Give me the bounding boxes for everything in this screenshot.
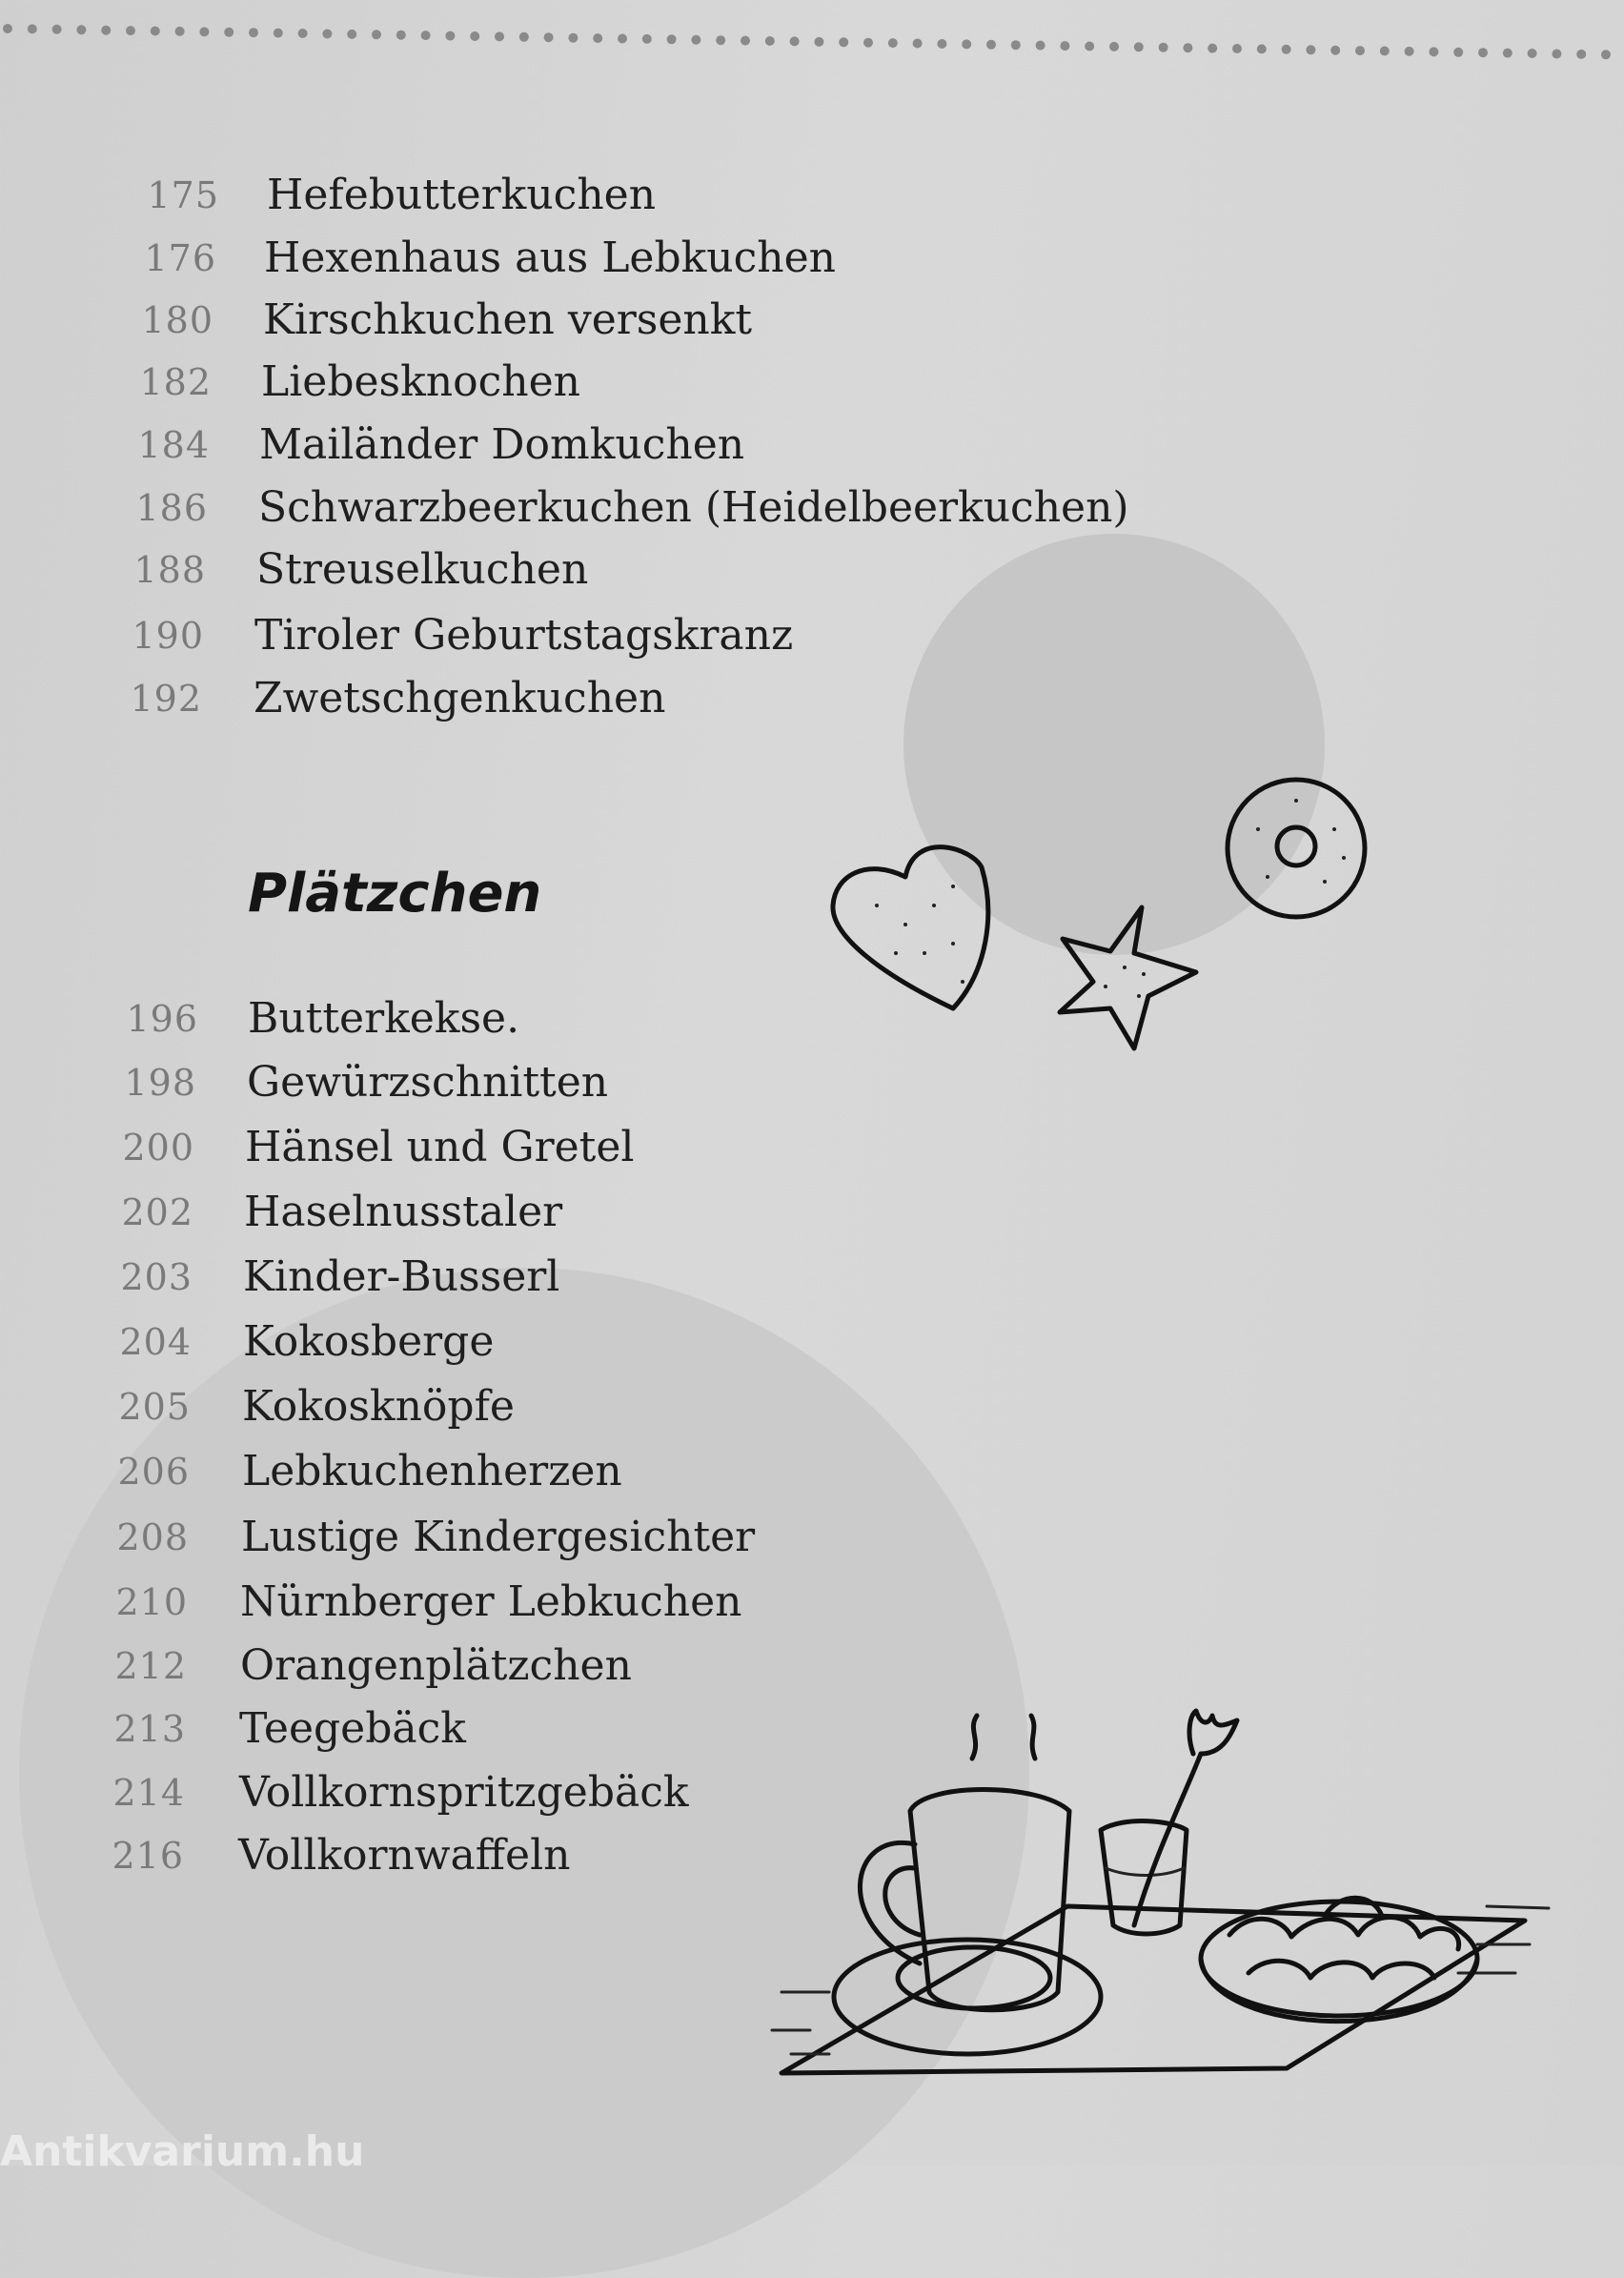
dotted-border — [0, 19, 1624, 67]
border-dot — [249, 28, 258, 37]
page-number: 203 — [120, 1256, 193, 1298]
border-dot — [962, 39, 971, 49]
page-number: 204 — [119, 1321, 192, 1363]
page-number: 212 — [114, 1645, 187, 1687]
tea-set-illustration — [753, 1687, 1563, 2106]
border-dot — [1576, 50, 1586, 59]
recipe-title: Lustige Kindergesichter — [241, 1513, 756, 1561]
border-dot — [888, 38, 898, 48]
page-number: 200 — [122, 1127, 194, 1169]
border-dot — [396, 31, 406, 40]
recipe-title: Vollkornwaffeln — [238, 1831, 571, 1880]
border-dot — [1453, 48, 1463, 57]
border-dot — [1208, 44, 1217, 53]
border-dot — [421, 31, 431, 40]
recipe-title: Kirschkuchen versenkt — [263, 295, 753, 344]
border-dot — [274, 29, 283, 38]
recipe-title: Butterkekse. — [248, 994, 520, 1043]
border-dot — [642, 34, 652, 44]
border-dot — [814, 37, 823, 47]
page-number: 176 — [144, 237, 216, 279]
page-number: 188 — [133, 549, 206, 591]
page-number: 210 — [115, 1581, 188, 1623]
page-number: 175 — [147, 174, 219, 216]
border-dot — [1429, 47, 1438, 56]
recipe-title: Haselnusstaler — [244, 1188, 563, 1236]
page-number: 208 — [116, 1516, 189, 1558]
border-dot — [101, 26, 111, 35]
border-dot — [1109, 42, 1119, 51]
border-dot — [568, 33, 578, 43]
border-dot — [151, 27, 160, 36]
border-dot — [1478, 48, 1488, 57]
page-number: 198 — [124, 1062, 196, 1104]
border-dot — [937, 39, 946, 49]
border-dot — [667, 34, 677, 44]
cookie-illustration — [820, 763, 1391, 1068]
border-dot — [52, 25, 62, 34]
page-number: 206 — [117, 1451, 190, 1493]
border-dot — [1159, 43, 1168, 52]
recipe-title: Hefebutterkuchen — [267, 171, 657, 219]
border-dot — [716, 35, 725, 45]
page-number: 216 — [112, 1835, 184, 1877]
border-dot — [1503, 49, 1512, 58]
border-dot — [1528, 49, 1537, 58]
border-dot — [224, 28, 233, 37]
recipe-title: Orangenplätzchen — [240, 1641, 632, 1690]
border-dot — [519, 32, 529, 42]
recipe-title: Teegebäck — [239, 1704, 466, 1753]
border-dot — [1085, 42, 1094, 51]
border-dot — [986, 40, 996, 50]
recipe-title: Streuselkuchen — [256, 545, 589, 594]
recipe-title: Kinder-Busserl — [243, 1252, 560, 1301]
border-dot — [1552, 50, 1561, 59]
steam-icon — [972, 1716, 1035, 1759]
page-number: 186 — [135, 487, 208, 529]
recipe-title: Hexenhaus aus Lebkuchen — [264, 234, 836, 282]
heart-cookie-icon — [833, 847, 988, 1008]
border-dot — [1183, 43, 1192, 52]
border-dot — [790, 36, 800, 46]
glass-with-flower-icon — [1101, 1711, 1237, 1934]
border-dot — [839, 37, 848, 47]
border-dot — [863, 38, 873, 48]
page-number: 180 — [141, 299, 213, 341]
border-dot — [76, 25, 86, 34]
mug-icon — [834, 1790, 1101, 2055]
recipe-title: Zwetschgenkuchen — [254, 674, 666, 722]
border-dot — [544, 32, 554, 42]
border-dot — [495, 31, 504, 41]
border-dot — [126, 26, 135, 35]
page-number: 182 — [139, 361, 212, 403]
border-dot — [618, 34, 627, 44]
border-dot — [1306, 45, 1315, 54]
recipe-title: Kokosberge — [243, 1317, 495, 1366]
border-dot — [1380, 47, 1390, 56]
page-number: 214 — [112, 1772, 185, 1814]
border-dot — [1134, 42, 1144, 51]
border-dot — [445, 31, 455, 41]
border-dot — [1257, 44, 1267, 53]
border-dot — [765, 36, 775, 46]
page-number: 192 — [130, 678, 202, 720]
recipe-title: Kokosknöpfe — [242, 1382, 515, 1431]
border-dot — [470, 31, 479, 41]
page-number: 190 — [132, 615, 204, 657]
recipe-title: Lebkuchenherzen — [242, 1447, 622, 1495]
border-dot — [347, 30, 356, 39]
section-heading: Plätzchen — [248, 863, 542, 925]
border-dot — [1036, 41, 1045, 51]
page-number: 184 — [137, 424, 210, 466]
border-dot — [372, 30, 381, 39]
border-dot — [298, 29, 308, 38]
border-dot — [199, 27, 209, 36]
page-number: 196 — [126, 998, 198, 1040]
border-dot — [1282, 45, 1291, 54]
border-dot — [1232, 44, 1242, 53]
star-cookie-icon — [1060, 907, 1196, 1048]
border-dot — [1405, 47, 1414, 56]
border-dot — [1601, 50, 1611, 59]
border-dot — [28, 24, 37, 33]
border-dot — [322, 30, 332, 39]
page-number: 213 — [113, 1708, 186, 1750]
border-dot — [1330, 46, 1340, 55]
border-dot — [1060, 41, 1069, 51]
recipe-title: Liebesknochen — [261, 357, 580, 406]
border-dot — [691, 35, 700, 45]
border-dot — [1355, 46, 1365, 55]
recipe-title: Gewürzschnitten — [247, 1058, 609, 1107]
recipe-title: Tiroler Geburtstagskranz — [254, 611, 794, 660]
border-dot — [593, 33, 602, 43]
recipe-title: Schwarzbeerkuchen (Heidelbeerkuchen) — [258, 483, 1129, 532]
border-dot — [913, 39, 923, 49]
recipe-title: Nürnberger Lebkuchen — [240, 1577, 742, 1626]
page-number: 202 — [121, 1191, 193, 1233]
watermark: Antikvarium.hu — [0, 2127, 365, 2176]
border-dot — [175, 27, 185, 36]
border-dot — [1011, 40, 1021, 50]
page-number: 205 — [118, 1386, 191, 1428]
recipe-title: Vollkornspritzgebäck — [239, 1768, 689, 1817]
recipe-title: Mailänder Domkuchen — [259, 420, 745, 469]
border-dot — [741, 36, 750, 46]
ring-cookie-icon — [1228, 780, 1365, 917]
recipe-title: Hänsel und Gretel — [245, 1123, 635, 1171]
border-dot — [3, 24, 12, 33]
